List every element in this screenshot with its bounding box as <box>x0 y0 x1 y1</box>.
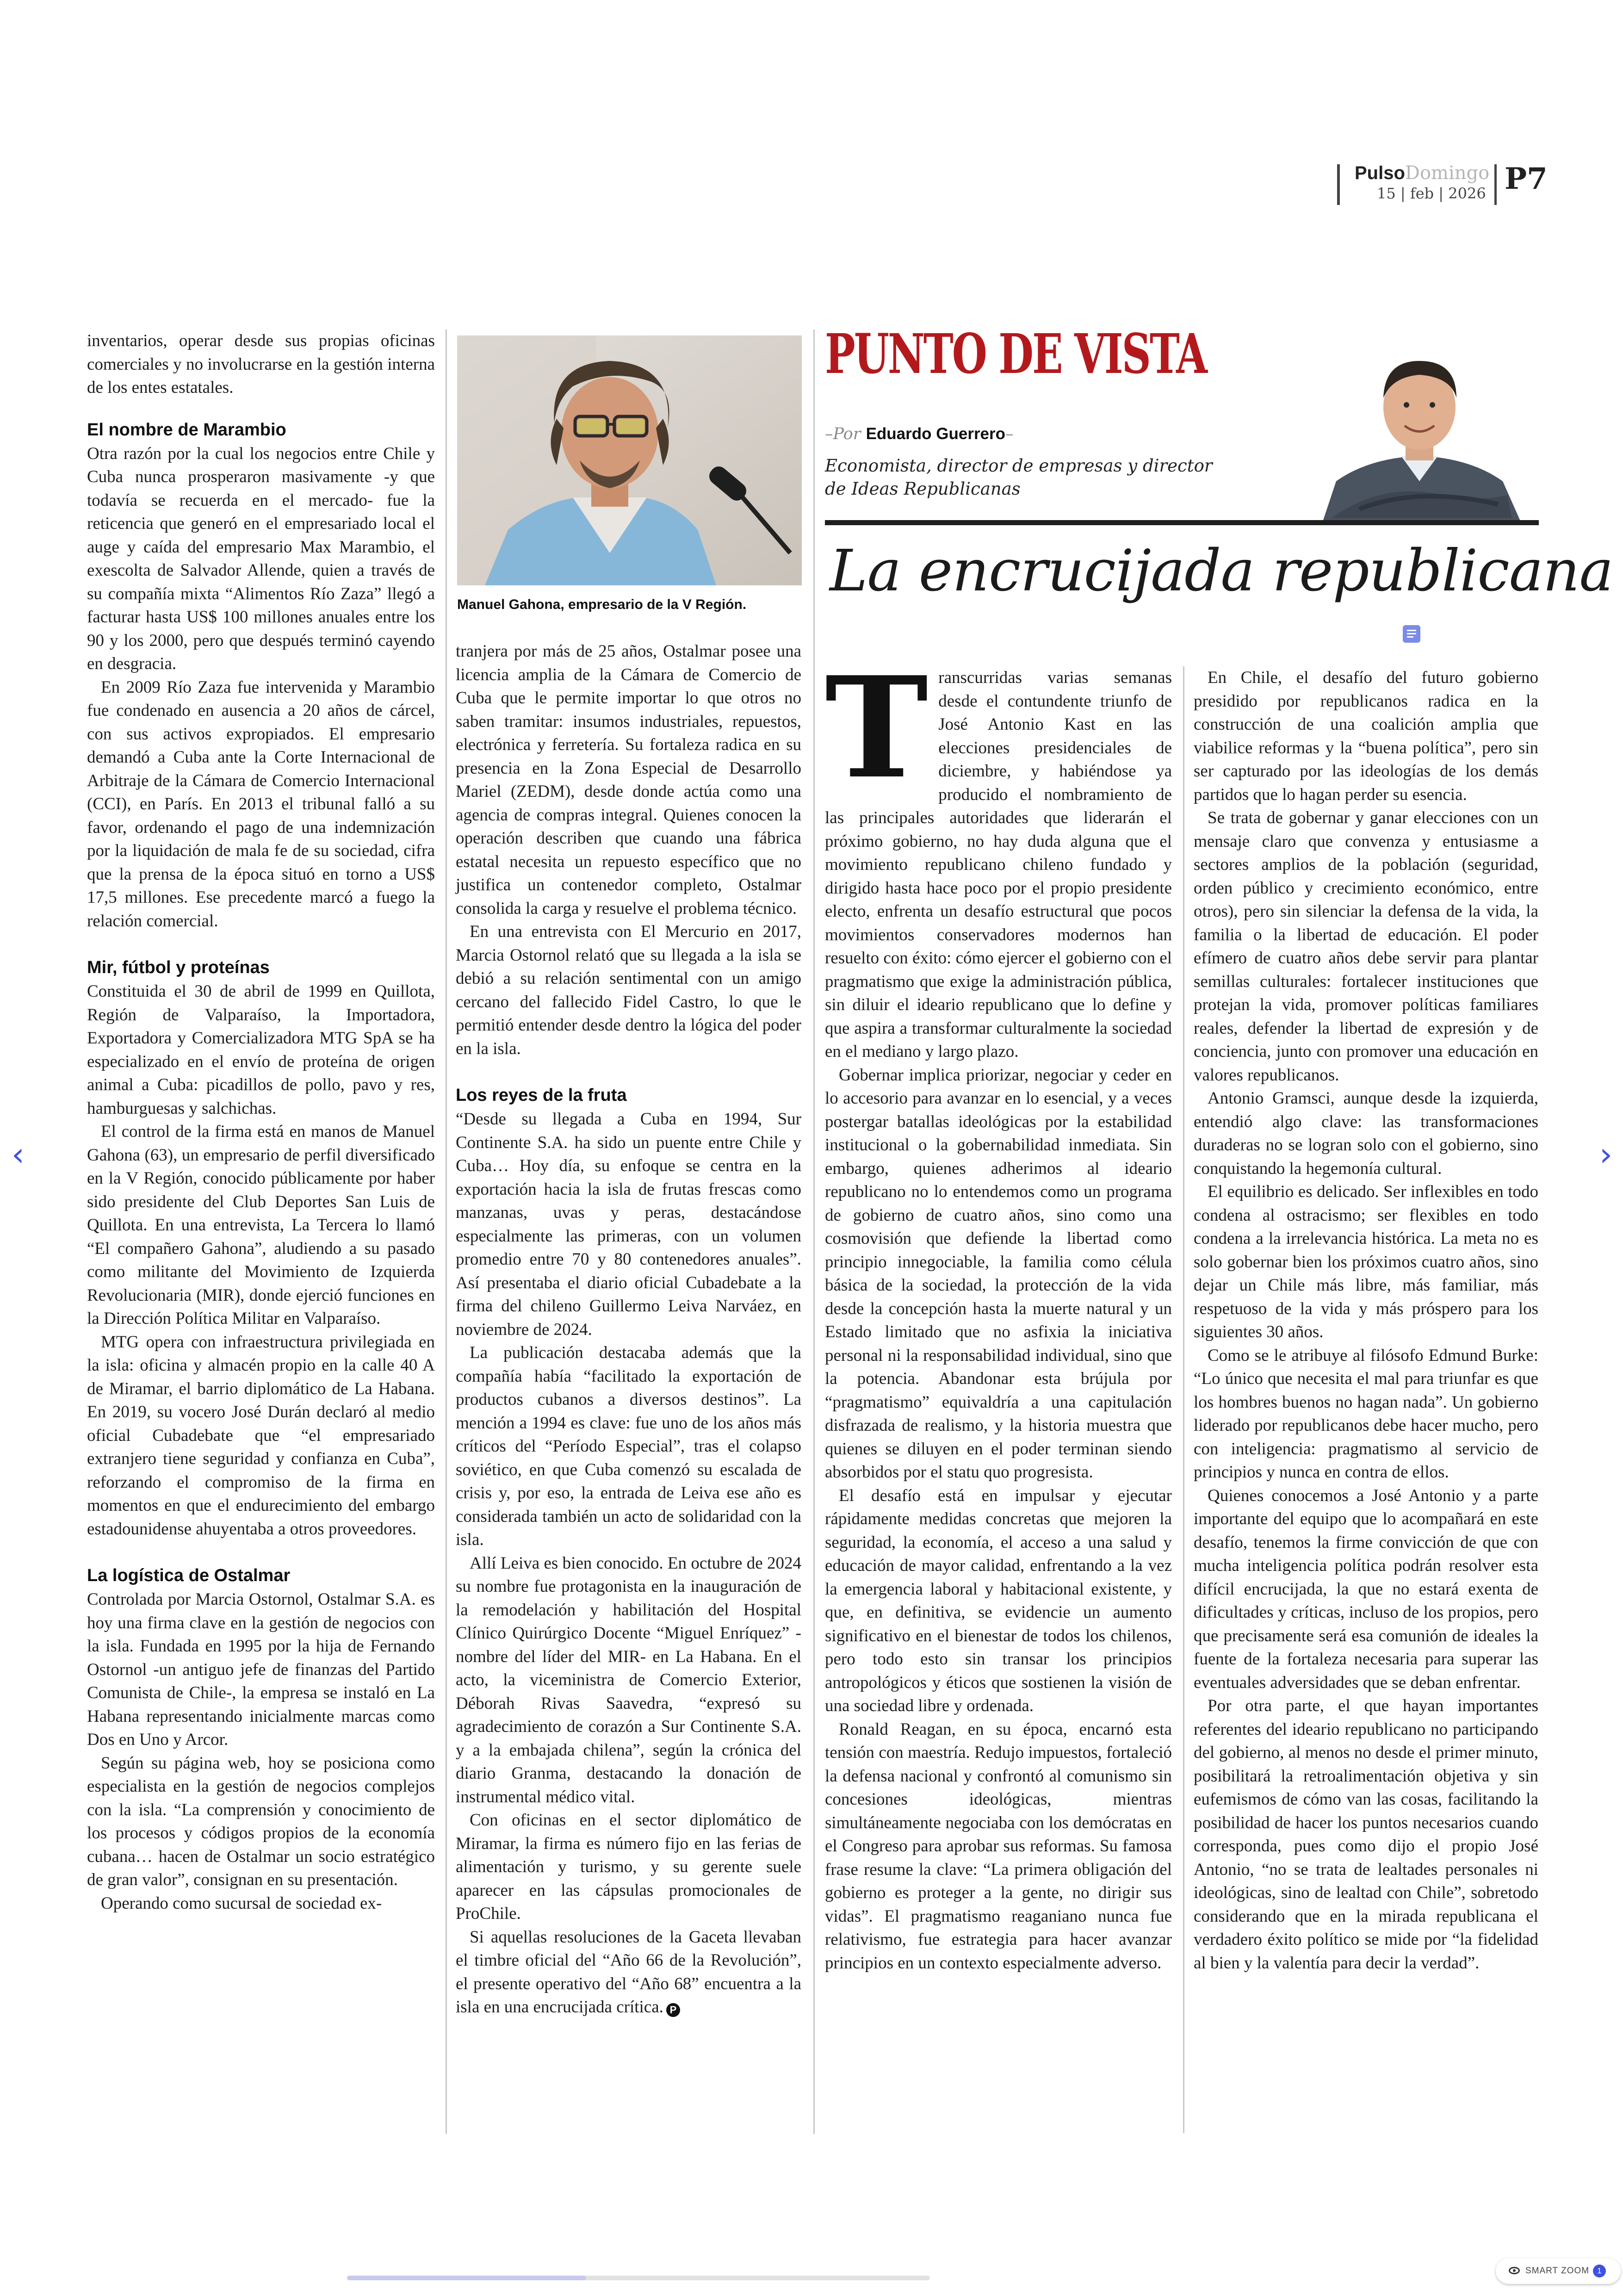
paragraph-text: Se trata de gobernar y ganar elecciones con un mensaje claro que convenza y entusiasme a sectores amplios de la población (seguridad, orden público y crecimiento económico, entre otros), pero sin silenciar la defensa de la vida, la familia o la libertad de educación. El poder efímero de cuatro años debe servir para plantar semillas culturales: fortalecer instituciones que protejan la vida, promover políticas familiares reales, defender la libertad de expresión y de conciencia, junto con promover una educación en valores republicanos. <box>1194 808 1538 1085</box>
paragraph <box>1194 1344 1538 1484</box>
smart-zoom-count-badge: 1 <box>1593 2265 1606 2277</box>
author-photo <box>1304 342 1536 523</box>
paragraph-text: “Desde su llegada a Cuba en 1994, Sur Continente S.A. ha sido un puente entre Chile y Cuba… Hoy día, su enfoque se centra en la exportación hacia la isla de frutas frescas como manzanas, uvas y peras, destacándose especialmente las primeras, con un volumen promedio entre 70 y 80 contenedores anuales”. Así presentaba el diario oficial Cubadebate a la firma del chileno Guillermo Leiva Narváez, en noviembre de 2024. <box>456 1110 801 1339</box>
subheading: La logística de Ostalmar <box>87 1566 291 1585</box>
paragraph <box>1194 1087 1538 1180</box>
paragraph-text: En Chile, el desafío del futuro gobierno presidido por republicanos radica en la construcción de una coalición amplia que viabilice reformas y la “buena política”, pero sin ser capturado por las ideologías de los demás partidos que lo hagan perder su esencia. <box>1194 668 1538 804</box>
paragraph <box>87 1892 435 1916</box>
opinion-column-1 <box>825 646 1172 1975</box>
paragraph <box>825 1064 1172 1484</box>
paragraph-text: Por otra parte, el que hayan importantes referentes del ideario republicano no participando del gobierno, al menos no desde el primer minuto, posibilitará la retroalimentación objetiva y sin eufemismos de cómo van las cosas, facilitando la posibilidad de hacer los puntos necesarios cuando corresponda, pues como dijo el propio José Antonio, “no se trata de lealtades personales ni ideológicas, sino de lealtad con Chile”, sobretodo considerando que en la mirada republicana el verdadero éxito político se mide por “la fidelidad al bien y la valentía para decir la verdad”. <box>1194 1696 1538 1973</box>
subheading: Mir, fútbol y proteínas <box>87 958 270 977</box>
paragraph <box>456 1108 801 1341</box>
paragraph-text: Controlada por Marcia Ostornol, Ostalmar S.A. es hoy una firma clave en la gestión de negocios con la isla. Fundada en 1995 por la hija de Fernando Ostornol -un antiguo jefe de finanzas del Partido Comunista de Chile-, la empresa se instaló en La Habana representando inicialmente marcas como Dos en Uno y Arcor. <box>87 1590 435 1749</box>
paragraph-text: Constituida el 30 de abril de 1999 en Quillota, Región de Valparaíso, la Importadora, Exportadora y Comercializadora MTG SpA se ha especializado en el envío de proteína de origen animal a Cuba: picadillos de pollo, pavo y res, hamburguesas y salchichas. <box>87 982 435 1118</box>
photo-caption: Manuel Gahona, empresario de la V Región. <box>457 597 747 612</box>
paragraph <box>87 1120 435 1331</box>
article-column-2 <box>456 640 801 2019</box>
listen-icon[interactable] <box>1403 625 1420 643</box>
reading-progress-bar[interactable] <box>347 2276 930 2280</box>
paragraph <box>87 980 435 1120</box>
paragraph-text: inventarios, operar desde sus propias oficinas comerciales y no involucrarse en la gestión interna de los entes estatales. <box>87 331 435 397</box>
paragraph-text: Gobernar implica priorizar, negociar y ceder en lo accesorio para avanzar en lo esencial, y a veces postergar batallas ideológicas por la estabilidad institucional o la gobernabilidad inmediata. Sin embargo, quienes adherimos al ideario republicano no lo entendemos como un programa de gobierno de cuatro años, sino como una cosmovisión que defiende la libertad como principio innegociable, la familia como célula básica de la sociedad, la protección de la vida desde la concepción hasta la muerte natural y un Estado limitado que no asfixia la iniciativa personal ni la responsabilidad individual, sino que la potencia. Abandonar esta brújula por “pragmatismo” equivaldría a una capitulación disfrazada de realismo, y la historia muestra que quienes se diluyen en el poder terminan siendo absorbidos por el statu quo progresista. <box>825 1065 1172 1482</box>
brand-bold: Pulso <box>1355 163 1405 183</box>
paragraph-text: Con oficinas en el sector diplomático de Miramar, la firma es número fijo en las ferias de alimentación y turismo, y su gerente suele aparecer en las cápsulas promocionales de ProChile. <box>456 1811 801 1923</box>
paragraph <box>825 1484 1172 1718</box>
column-divider-2 <box>813 329 815 2134</box>
header-rule <box>825 520 1539 525</box>
publication-name <box>1355 162 1489 184</box>
column-divider-1 <box>446 329 447 2134</box>
smart-zoom-label: SMART ZOOM <box>1525 2266 1590 2276</box>
issue-date: 15 | feb | 2026 <box>1377 185 1486 202</box>
paragraph <box>825 1718 1172 1975</box>
eye-icon <box>1509 2267 1520 2274</box>
subheading: Los reyes de la fruta <box>456 1086 627 1105</box>
gahona-photo <box>457 335 802 585</box>
paragraph-text: El control de la firma está en manos de Manuel Gahona (63), un empresario de perfil diversificado en la V Región, conocido públicamente por haber sido presidente del Club Deportes San Luis de Quillota. En una entrevista, La Tercera lo llamó “El compañero Gahona”, aludiendo a su pasado como militante del Movimiento de Izquierda Revolucionaria (MIR), donde ejerció funciones en la Dirección Política Militar en Valparaíso. <box>87 1122 435 1328</box>
paragraph <box>456 1926 801 2019</box>
subheading: El nombre de Marambio <box>87 420 286 440</box>
paragraph <box>87 329 435 400</box>
paragraph <box>1194 1694 1538 1975</box>
paragraph <box>87 676 435 933</box>
paragraph-text: Antonio Gramsci, aunque desde la izquierda, entendió algo clave: las transformaciones duraderas no se logran solo con el gobierno, sino conquistando la hegemonía cultural. <box>1194 1089 1538 1178</box>
paragraph-text: Como se le atribuye al filósofo Edmund Burke: “Lo único que necesita el mal para triunfar es que los hombres buenos no hagan nada”. Un gobierno liderado por republicanos debe hacer mucho, pero con inteligencia: pragmatismo al servicio de principios y nunca en contra de ellos. <box>1194 1346 1538 1482</box>
paragraph <box>1194 1484 1538 1695</box>
drop-cap: T <box>825 646 929 809</box>
brand-light: Domingo <box>1405 162 1490 184</box>
paragraph <box>456 920 801 1061</box>
paragraph-text: MTG opera con infraestructura privilegiada en la isla: oficina y almacén propio en la calle 40 A de Miramar, el barrio diplomático de La Habana. En 2019, su vocero José Durán declaró al medio oficial Cubadebate que “el empresariado extranjero tiene seguridad y confianza en Cuba”, reforzando el compromiso de la firma en momentos en que el endurecimiento del embargo estadounidense ahuyentaba a otros proveedores. <box>87 1332 435 1539</box>
paragraph <box>87 1588 435 1752</box>
next-page-button[interactable]: › <box>1599 1136 1612 1173</box>
previous-page-button[interactable]: ‹ <box>12 1136 25 1173</box>
paragraph-text: En 2009 Río Zaza fue intervenida y Marambio fue condenado en ausencia a 20 años de cárcel, con sus activos expropiados. El empresario demandó a Cuba ante la Corte Internacional de Arbitraje de la Cámara de Comercio Internacional (CCI), en París. En 2013 el tribunal falló a su favor, ordenando el pago de una indemnización por la liquidación de mala fe de su sociedad, cifra que la prensa de la época situó en torno a US$ 17,5 millones. Ese precedente marcó a fuego la relación comercial. <box>87 677 435 931</box>
paragraph <box>456 1552 801 1809</box>
paragraph-text: Otra razón por la cual los negocios entre Chile y Cuba nunca prosperaron masivamente -y que todavía se recuerda en el mercado- fue la reticencia que generó en el empresariado local el auge y caída del empresario Max Marambio, el exescolta de Salvador Allende, quien a través de su compañía mixta “Alimentos Río Zaza” llegó a facturar hasta US$ 100 millones anuales entre los 90 y los 2000, pero que después terminó cayendo en desgracia. <box>87 444 435 673</box>
paragraph-text: Quienes conocemos a José Antonio y a parte importante del equipo que lo acompañará en este desafío, tenemos la firme convicción de que con mucha inteligencia política podrán resolver esta difícil encrucijada, la que no estará exenta de dificultades y críticas, incluso de los propios, pero que precisamente será esa comunión de ideales la fuente de la fortaleza necesaria para superar las eventuales adversidades que se deban enfrentar. <box>1194 1486 1538 1692</box>
author-name: Eduardo Guerrero <box>866 425 1006 443</box>
masthead <box>1337 161 1550 206</box>
paragraph <box>456 1809 801 1926</box>
byline-prefix: Por <box>833 425 861 443</box>
paragraph <box>1194 1180 1538 1344</box>
paragraph <box>87 1331 435 1541</box>
paragraph-text: En una entrevista con El Mercurio en 2017, Marcia Ostornol relató que su llegada a la isla se debió a su relación sentimental con un amigo cercano del fallecido Fidel Castro, lo que le permitió entender desde dentro la lógica del poder en la isla. <box>456 922 801 1058</box>
paragraph-text: Allí Leiva es bien conocido. En octubre de 2024 su nombre fue protagonista en la inauguración de la remodelación y habilitación del Hospital Clínico Quirúrgico Docente “Miguel Enríquez” -nombre del líder del MIR- en La Habana. En el acto, la viceministra de Comercio Exterior, Déborah Rivas Saavedra, “expresó su agradecimiento de corazón a Sur Continente S.A. y a la embajada chilena”, según la crónica del diario Granma, destacando la donación de instrumental médico vital. <box>456 1553 801 1806</box>
masthead-rule-2 <box>1494 164 1497 205</box>
reading-progress-fill <box>347 2276 586 2280</box>
page-number: P7 <box>1505 161 1548 196</box>
smart-zoom-button[interactable] <box>1496 2258 1621 2284</box>
paragraph-text: El equilibrio es delicado. Ser inflexibles en todo condena al ostracismo; ser flexibles en todo condena a la irrelevancia histórica. La meta no es solo gobernar bien los próximos cuatro años, sino dejar un Chile más libre, más familiar, más respetuoso de la vida y más próspero para los siguientes 30 años. <box>1194 1182 1538 1341</box>
paragraph <box>1194 807 1538 1087</box>
paragraph-text: Ronald Reagan, en su época, encarnó esta tensión con maestría. Redujo impuestos, fortaleció la defensa nacional y confrontó al comunismo sin concesiones ideológicas, mientras simultáneamente negociaba con los demócratas en el Congreso para aprobar sus reformas. Su famosa frase resume la clave: “La primera obligación del gobierno es proteger a la gente, no dirigir sus vidas”. El pragmatismo reaganiano nunca fue relativismo, fue estrategia para hacer avanzar principios en un contexto especialmente adverso. <box>825 1719 1172 1973</box>
paragraph-text: Según su página web, hoy se posiciona como especialista en la gestión de negocios complejos con la isla. “La comprensión y conocimiento de los procesos y códigos propios de la economía cubana… hacen de Ostalmar un socio estratégico de gran valor”, consignan en su presentación. <box>87 1753 435 1889</box>
paragraph-text: tranjera por más de 25 años, Ostalmar posee una licencia amplia de la Cámara de Comercio de Cuba que le permite importar lo que otros no saben tramitar: insumos industriales, repuestos, electrónica y ferretería. Su fortaleza radica en su presencia en la Zona Especial de Desarrollo Mariel (ZEDM), desde donde actúa como una agencia de compras integral. Quienes conocen la operación describen que cuando una fábrica estatal necesita un repuesto específico que no justifica un contenedor completo, Ostalmar consolida la carga y resuelve el problema técnico. <box>456 642 801 918</box>
paragraph <box>1194 666 1538 807</box>
paragraph <box>825 646 1172 1064</box>
paragraph-text: Si aquellas resoluciones de la Gaceta llevaban el timbre oficial del “Año 66 de la Revolución”, el presente operativo del “Año 68” encuentra a la isla en una encrucijada crítica. <box>456 1927 801 2017</box>
opinion-column-2 <box>1194 666 1538 1975</box>
paragraph-text: La publicación destacaba además que la compañía había “facilitado la exportación de productos cubanos a diversos destinos”. La mención a 1994 es clave: fue uno de los años más críticos del “Período Especial”, tras el colapso soviético, en que Cuba comenzó su escalada de crisis y, por eso, la entrada de Leiva ese año es considerada también un acto de solidaridad con la isla. <box>456 1343 801 1549</box>
section-title: PUNTO DE VISTA <box>825 322 1206 386</box>
paragraph <box>456 640 801 920</box>
gahona-portrait-image <box>457 335 802 585</box>
article-column-1 <box>87 329 435 1915</box>
byline: –Por Eduardo Guerrero– <box>825 425 1014 443</box>
paragraph-text: ranscurridas varias semanas desde el contundente triunfo de José Antonio Kast en las elecciones presidenciales de diciembre, y habiéndose ya producido el nombramiento de las principales autoridades que liderarán el próximo gobierno, no hay duda alguna que el movimiento republicano chileno fundado y dirigido hasta hace poco por el propio presidente electo, enfrenta un desafío estructural que pocos movimientos conservadores modernos han resuelto con éxito: cómo ejercer el gobierno con el pragmatismo que exige la administración pública, sin diluir el ideario republicano que lo define y que aspira a transformar culturalmente la sociedad en el mediano y largo plazo. <box>825 668 1172 1061</box>
author-role: Economista, director de empresas y director de Ideas Republicanas <box>825 456 1213 499</box>
paragraph <box>456 1341 801 1552</box>
column-divider-3 <box>1183 666 1184 2133</box>
author-portrait-image <box>1304 342 1536 523</box>
paragraph <box>87 442 435 676</box>
end-of-article-mark: P <box>666 2003 680 2017</box>
opinion-headline: La encrucijada republicana <box>830 538 1613 604</box>
paragraph <box>87 1752 435 1892</box>
masthead-rule <box>1337 164 1340 205</box>
paragraph-text: El desafío está en impulsar y ejecutar rápidamente medidas concretas que mejoren la seguridad, la economía, el acceso a una salud y educación de mayor calidad, enfrentando a la vez la emergencia laboral y habitacional existente, y que, en definitiva, se evidencie un aumento significativo en el bienestar de todos los chilenos, pero todo esto sin transar los principios antropológicos y éticos que sostienen la visión de una sociedad libre y ordenada. <box>825 1486 1172 1715</box>
paragraph-text: Operando como sucursal de sociedad ex- <box>101 1893 382 1913</box>
